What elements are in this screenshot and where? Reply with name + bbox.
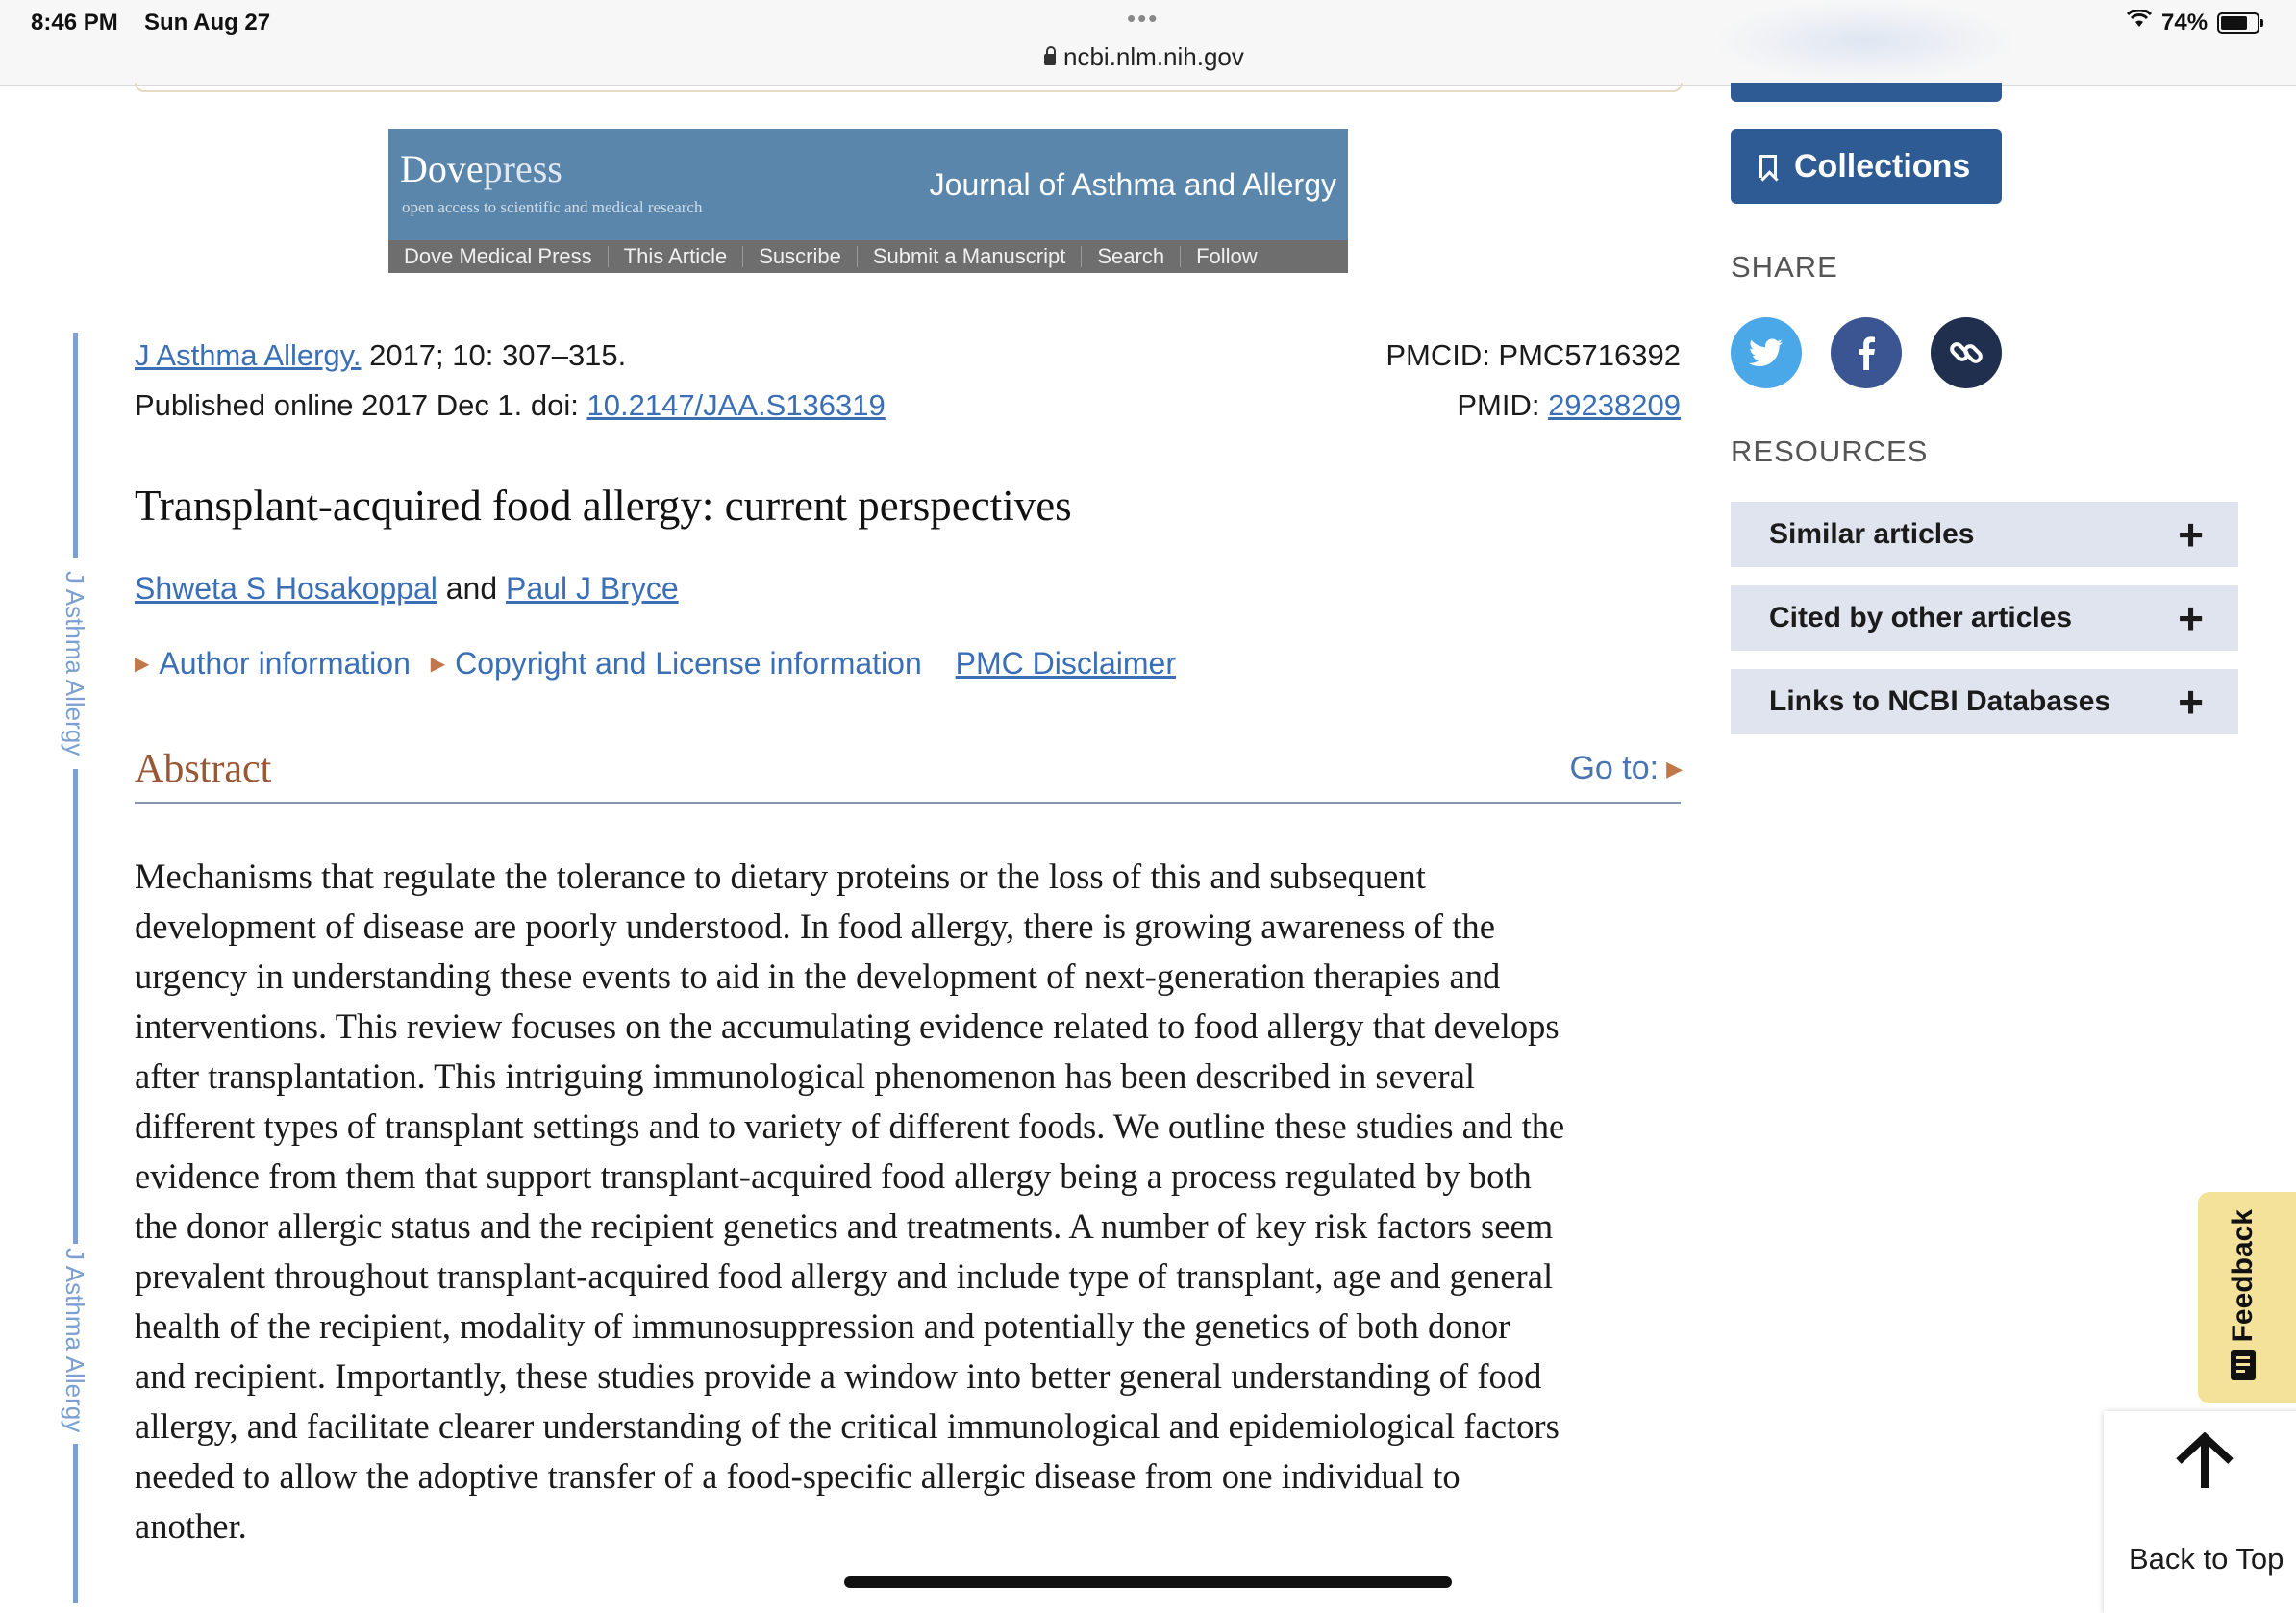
- address-bar[interactable]: [1044, 42, 1244, 72]
- home-indicator[interactable]: [844, 1576, 1452, 1588]
- abstract-line: health of the recipient, modality of immunosuppression and potentially the genetics of both donor: [135, 1306, 1510, 1346]
- abstract-line: another.: [135, 1506, 247, 1546]
- triangle-right-icon: ▶: [135, 654, 150, 675]
- banner-nav-subscribe[interactable]: Suscribe: [743, 246, 858, 267]
- abstract-line: Mechanisms that regulate the tolerance to dietary proteins or the loss of this and subsequent: [135, 856, 1426, 896]
- link-icon: [1947, 334, 1985, 372]
- battery-icon: [2217, 12, 2259, 34]
- logo-dove: Dove: [400, 147, 484, 190]
- status-time: 8:46 PM: [31, 10, 118, 36]
- browser-chrome: [0, 0, 2296, 86]
- journal-banner[interactable]: [388, 129, 1348, 273]
- doi-link[interactable]: 10.2147/JAA.S136319: [586, 388, 886, 422]
- goto-label: Go to:: [1569, 750, 1660, 786]
- published-text: Published online 2017 Dec 1. doi:: [135, 388, 587, 422]
- abstract-line: urgency in understanding these events to aid in the development of next-generation therapies and: [135, 956, 1501, 996]
- twitter-icon: [1749, 338, 1784, 367]
- published-line: [135, 388, 886, 423]
- pmid-label: PMID:: [1457, 388, 1549, 422]
- abstract-line: the donor allergic status and the recipient genetics and treatments. A number of key risk factors seem: [135, 1206, 1554, 1246]
- pmc-disclaimer-link[interactable]: PMC Disclaimer: [955, 646, 1176, 681]
- arrow-up-icon: [2173, 1432, 2236, 1490]
- rail-line: [73, 769, 78, 1244]
- feedback-icon: [2229, 1348, 2258, 1382]
- abstract-line: development of disease are poorly understood. In food allergy, there is growing awareness of the: [135, 906, 1495, 946]
- top-action-button[interactable]: [1731, 83, 2002, 102]
- dovepress-logo[interactable]: [400, 146, 562, 191]
- journal-link[interactable]: J Asthma Allergy.: [135, 338, 362, 372]
- pmid-link[interactable]: 29238209: [1548, 388, 1681, 422]
- copy-link-button[interactable]: [1931, 317, 2002, 388]
- citation-volume: 2017; 10: 307–315.: [361, 338, 627, 372]
- facebook-share-button[interactable]: [1831, 317, 1902, 388]
- status-date: Sun Aug 27: [144, 10, 271, 36]
- banner-tagline: open access to scientific and medical research: [402, 198, 703, 216]
- resources-label: RESOURCES: [1731, 434, 1929, 468]
- feedback-tab[interactable]: [2198, 1192, 2296, 1403]
- collections-label: Collections: [1794, 147, 1971, 185]
- abstract-line: different types of transplant settings and to variety of different foods. We outline these studies and the: [135, 1106, 1565, 1146]
- abstract-line: after transplantation. This intriguing immunological phenomenon has been described in several: [135, 1056, 1476, 1096]
- back-to-top-button[interactable]: [2104, 1411, 2296, 1613]
- lock-icon: [1044, 54, 1056, 65]
- goto-menu[interactable]: [1569, 750, 1683, 787]
- similar-articles-accordion[interactable]: [1731, 502, 2238, 567]
- article-title: Transplant-acquired food allergy: current perspectives: [135, 482, 1072, 530]
- cited-by-accordion[interactable]: [1731, 585, 2238, 651]
- abstract-heading: Abstract: [135, 747, 272, 791]
- accordion-label: Links to NCBI Databases: [1769, 685, 2111, 717]
- wifi-icon: [2127, 10, 2152, 35]
- abstract-line: needed to allow the adoptive transfer of a food-specific allergic disease from one individual to: [135, 1456, 1460, 1496]
- pmid-line: [1457, 388, 1681, 423]
- author-list: [135, 571, 679, 607]
- abstract-divider: [135, 802, 1681, 804]
- author-separator: and: [437, 571, 507, 606]
- author-link[interactable]: Shweta S Hosakoppal: [135, 571, 437, 606]
- triangle-right-icon: ▶: [430, 654, 446, 675]
- abstract-line: interventions. This review focuses on the accumulating evidence related to food allergy that develops: [135, 1006, 1560, 1046]
- banner-nav-search[interactable]: Search: [1082, 246, 1181, 267]
- banner-nav: [388, 240, 1348, 273]
- rail-journal-label[interactable]: J Asthma Allergy: [61, 571, 89, 757]
- abstract-body: [135, 852, 1692, 1551]
- plus-icon: +: [2178, 509, 2204, 559]
- accordion-label: Cited by other articles: [1769, 602, 2073, 633]
- pmcid: PMCID: PMC5716392: [1385, 338, 1681, 372]
- author-information-toggle[interactable]: Author information: [159, 646, 411, 681]
- back-to-top-label: Back to Top: [2129, 1542, 2284, 1576]
- rail-line: [73, 1444, 78, 1603]
- battery-percent: 74%: [2161, 10, 2209, 36]
- triangle-right-icon: ▶: [1666, 757, 1683, 781]
- copyright-license-toggle[interactable]: Copyright and License information: [455, 646, 922, 681]
- article-info-line: [135, 646, 1176, 682]
- blurred-overlay: [1711, 0, 2019, 83]
- banner-journal-title: Journal of Asthma and Allergy: [929, 167, 1336, 202]
- author-link[interactable]: Paul J Bryce: [506, 571, 679, 606]
- citation-line: [135, 338, 626, 373]
- battery-fill: [2221, 16, 2247, 30]
- ncbi-databases-accordion[interactable]: [1731, 669, 2238, 734]
- rail-line: [73, 333, 78, 558]
- banner-nav-submit-manuscript[interactable]: Submit a Manuscript: [858, 246, 1083, 267]
- accordion-label: Similar articles: [1769, 518, 1975, 550]
- bookmark-icon: [1759, 155, 1777, 178]
- plus-icon: +: [2178, 677, 2204, 727]
- banner-nav-dove-medical-press[interactable]: Dove Medical Press: [388, 246, 609, 267]
- feedback-label: Feedback: [2227, 1209, 2259, 1343]
- tab-options-dots[interactable]: •••: [1127, 4, 1160, 33]
- page-top-edge: [135, 83, 1683, 92]
- banner-nav-this-article[interactable]: This Article: [609, 246, 744, 267]
- url-text: ncbi.nlm.nih.gov: [1063, 42, 1244, 71]
- twitter-share-button[interactable]: [1731, 317, 1802, 388]
- collections-button[interactable]: [1731, 129, 2002, 204]
- abstract-line: and recipient. Importantly, these studies provide a window into better general understanding of food: [135, 1356, 1542, 1396]
- abstract-line: evidence from them that support transplant-acquired food allergy being a process regulated by both: [135, 1156, 1532, 1196]
- abstract-line: allergy, and facilitate clearer understanding of the critical immunological and epidemiological factors: [135, 1406, 1560, 1446]
- logo-press: press: [483, 147, 562, 190]
- banner-nav-follow[interactable]: Follow: [1196, 244, 1258, 268]
- abstract-line: prevalent throughout transplant-acquired food allergy and include type of transplant, age and general: [135, 1256, 1554, 1296]
- plus-icon: +: [2178, 593, 2204, 643]
- rail-journal-label[interactable]: J Asthma Allergy: [61, 1248, 89, 1433]
- facebook-icon: [1857, 335, 1876, 370]
- share-label: SHARE: [1731, 250, 1838, 284]
